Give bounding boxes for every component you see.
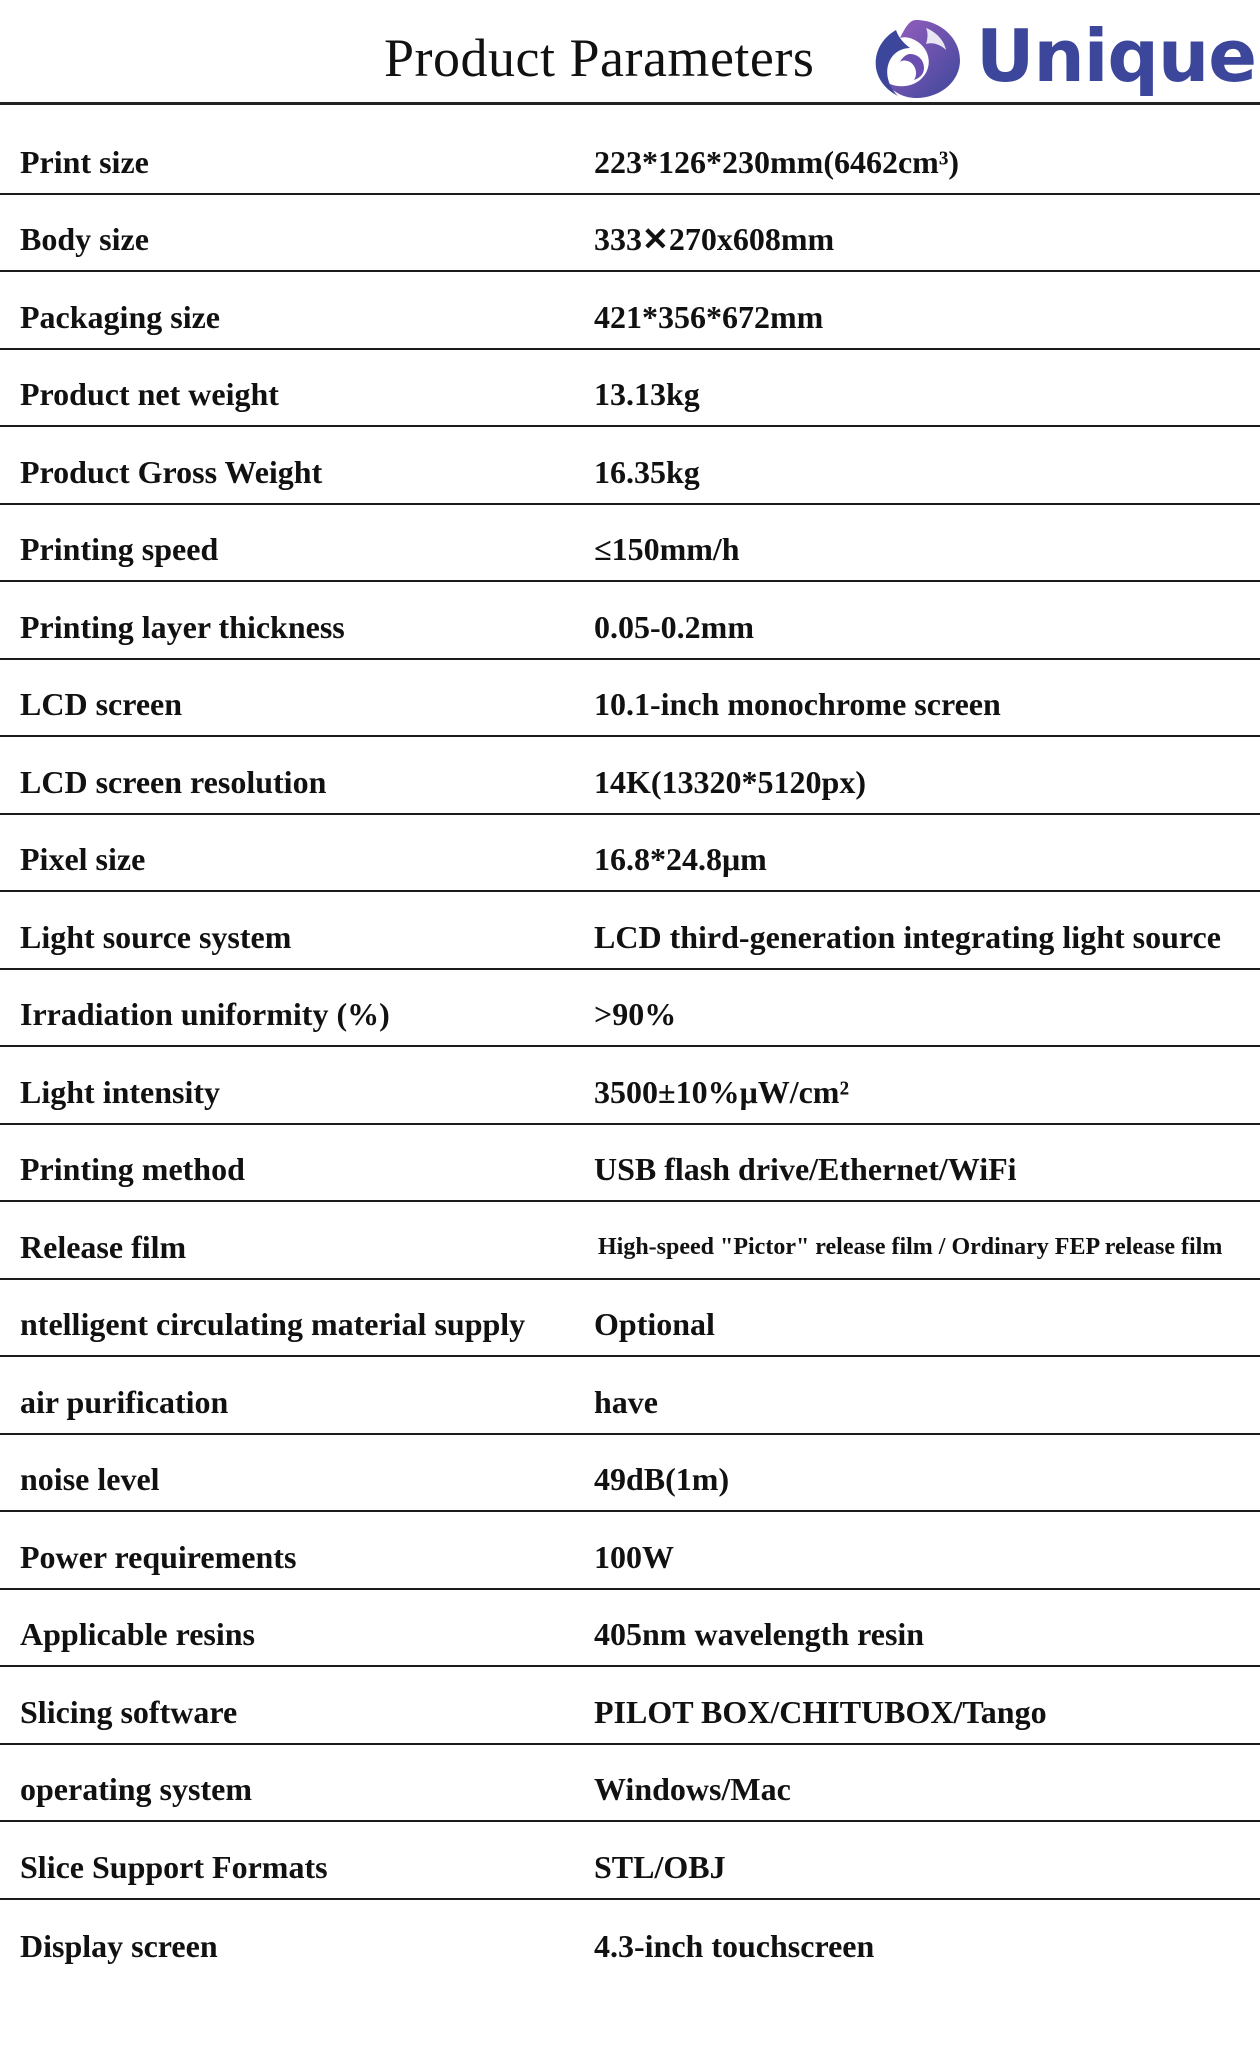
spec-label: ntelligent circulating material supply [20, 1306, 526, 1342]
spec-value: have [594, 1383, 658, 1420]
spec-value: 49dB(1m) [594, 1461, 730, 1497]
spec-row [0, 1512, 1260, 1590]
spec-label: Irradiation uniformity (%) [20, 996, 390, 1032]
spec-label: operating system [20, 1771, 252, 1807]
spec-row [0, 195, 1260, 273]
spec-value: LCD third-generation integrating light source [594, 918, 1221, 955]
spec-value: 10.1-inch monochrome screen [594, 686, 1001, 722]
spec-label: Light intensity [20, 1073, 221, 1110]
spec-row [0, 1202, 1260, 1280]
brand-wordmark: Unique [976, 14, 1257, 98]
spec-label: Printing layer thickness [20, 608, 345, 645]
spec-row [0, 1280, 1260, 1358]
spec-value: 13.13kg [594, 376, 700, 412]
spec-value: STL/OBJ [594, 1848, 726, 1885]
spec-label: Slicing software [20, 1693, 238, 1730]
page-title: Product Parameters [384, 28, 815, 88]
spec-label: Product net weight [20, 376, 279, 412]
spec-label: Print size [20, 143, 149, 180]
spec-value: Windows/Mac [594, 1771, 791, 1807]
spec-label: Packaging size [20, 298, 220, 335]
spec-value: >90% [594, 996, 677, 1032]
spec-label: air purification [20, 1383, 229, 1420]
spec-row [0, 1125, 1260, 1203]
spec-row [0, 117, 1260, 195]
spec-value: 16.8*24.8μm [594, 841, 767, 877]
spec-label: Product Gross Weight [20, 453, 323, 490]
unique-logo-icon [866, 14, 966, 102]
spec-label: Printing method [20, 1151, 245, 1187]
spec-label: Applicable resins [20, 1616, 255, 1652]
spec-row [0, 970, 1260, 1048]
spec-row [0, 1357, 1260, 1435]
spec-row [0, 272, 1260, 350]
spec-row [0, 892, 1260, 970]
spec-value: 4.3-inch touchscreen [594, 1928, 875, 1964]
spec-table [0, 117, 1260, 1977]
spec-label: Pixel size [20, 841, 146, 877]
spec-label: LCD screen resolution [20, 763, 327, 800]
spec-row [0, 582, 1260, 660]
spec-row [0, 505, 1260, 583]
spec-row [0, 1900, 1260, 1978]
brand-logo [866, 12, 1257, 104]
spec-row [0, 1822, 1260, 1900]
spec-value: 14K(13320*5120px) [594, 763, 866, 800]
spec-value: 16.35kg [594, 453, 700, 490]
spec-value: High-speed "Pictor" release film / Ordinary FEP release film [598, 1233, 1223, 1260]
spec-row [0, 1667, 1260, 1745]
spec-row [0, 1435, 1260, 1513]
spec-label: Light source system [20, 918, 292, 955]
spec-value: ≤150mm/h [594, 531, 740, 567]
spec-value: 405nm wavelength resin [594, 1616, 925, 1652]
spec-row [0, 660, 1260, 738]
spec-row [0, 350, 1260, 428]
spec-value: PILOT BOX/CHITUBOX/Tango [594, 1693, 1047, 1730]
spec-row [0, 1745, 1260, 1823]
spec-row [0, 815, 1260, 893]
spec-label: Body size [20, 221, 149, 257]
spec-value: 421*356*672mm [594, 298, 824, 335]
header [0, 0, 1260, 104]
spec-label: LCD screen [20, 686, 183, 722]
spec-label: Release film [20, 1228, 187, 1265]
spec-label: Power requirements [20, 1538, 297, 1575]
spec-value: Optional [594, 1306, 715, 1342]
spec-row [0, 427, 1260, 505]
spec-value: 333✕270x608mm [594, 221, 835, 257]
spec-row [0, 1590, 1260, 1668]
spec-label: Slice Support Formats [20, 1848, 328, 1885]
spec-label: Display screen [20, 1928, 218, 1964]
spec-value: 3500±10%μW/cm² [594, 1073, 850, 1110]
spec-row [0, 737, 1260, 815]
spec-value: USB flash drive/Ethernet/WiFi [594, 1151, 1017, 1187]
spec-label: Printing speed [20, 531, 219, 567]
spec-label: noise level [20, 1461, 160, 1497]
spec-value: 223*126*230mm(6462cm³) [594, 143, 960, 180]
spec-value: 100W [594, 1538, 674, 1575]
header-divider [0, 102, 1260, 105]
spec-value: 0.05-0.2mm [594, 608, 754, 645]
spec-row [0, 1047, 1260, 1125]
